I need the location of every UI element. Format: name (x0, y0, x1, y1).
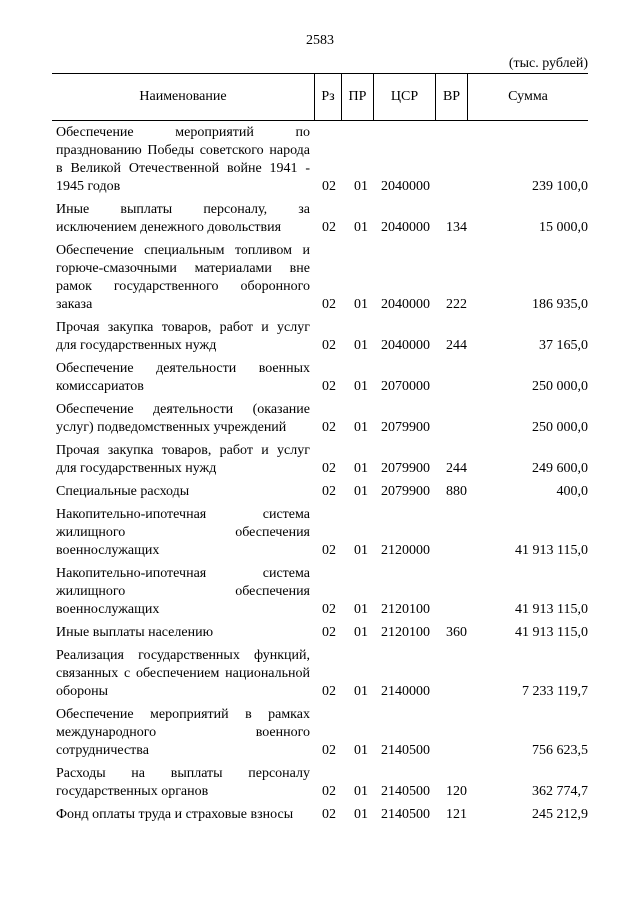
row-name: Накопительно-ипотечная система жилищного обеспечения военнослужащих (56, 507, 310, 558)
row-vr: 222 (446, 297, 467, 312)
row-pr: 01 (354, 807, 368, 822)
row-name: Реализация государственных функций, связанных с обеспечением национальной обороны (56, 648, 310, 699)
row-name: Накопительно-ипотечная система жилищного обеспечения военнослужащих (56, 566, 310, 617)
row-codes (56, 683, 588, 701)
row-rz: 02 (322, 338, 336, 353)
row-pr: 01 (354, 602, 368, 617)
row-csr: 2140000 (381, 684, 430, 699)
row-csr: 2079900 (381, 420, 430, 435)
row-name: Обеспечение мероприятий по празднованию Победы советского народа в Великой Отечественной войне 1941 - 1945 годов (56, 125, 310, 194)
row-codes (56, 296, 588, 314)
row-rz: 02 (322, 543, 336, 558)
row-sum: 400,0 (556, 484, 588, 499)
units-label: (тыс. рублей) (508, 56, 588, 71)
row-rz: 02 (322, 484, 336, 499)
row-pr: 01 (354, 179, 368, 194)
row-name: Обеспечение деятельности (оказание услуг) подведомственных учреждений (56, 402, 310, 435)
row-codes (56, 806, 588, 824)
row-name: Специальные расходы (56, 484, 190, 499)
row-rz: 02 (322, 807, 336, 822)
row-csr: 2040000 (381, 179, 430, 194)
row-sum: 37 165,0 (539, 338, 588, 353)
table-row (56, 242, 588, 314)
table-row (56, 201, 588, 237)
header-sum: Сумма (467, 74, 588, 120)
row-sum: 41 913 115,0 (515, 543, 588, 558)
row-rz: 02 (322, 461, 336, 476)
row-sum: 245 212,9 (532, 807, 588, 822)
table-row (56, 319, 588, 355)
row-sum: 7 233 119,7 (522, 684, 588, 699)
table-header (52, 73, 588, 121)
row-csr: 2140500 (381, 784, 430, 799)
table-row (56, 565, 588, 619)
row-sum: 186 935,0 (532, 297, 588, 312)
row-codes (56, 542, 588, 560)
row-sum: 41 913 115,0 (515, 625, 588, 640)
row-sum: 756 623,5 (532, 743, 588, 758)
row-rz: 02 (322, 297, 336, 312)
row-csr: 2140500 (381, 743, 430, 758)
row-pr: 01 (354, 297, 368, 312)
row-vr: 244 (446, 338, 467, 353)
table-row (56, 806, 588, 824)
row-codes (56, 783, 588, 801)
table-row (56, 765, 588, 801)
row-sum: 41 913 115,0 (515, 602, 588, 617)
row-codes (56, 483, 588, 501)
table-row (56, 360, 588, 396)
row-sum: 250 000,0 (532, 379, 588, 394)
row-sum: 250 000,0 (532, 420, 588, 435)
row-csr: 2140500 (381, 807, 430, 822)
table-row (56, 401, 588, 437)
row-csr: 2079900 (381, 461, 430, 476)
row-csr: 2120000 (381, 543, 430, 558)
row-vr: 134 (446, 220, 467, 235)
row-pr: 01 (354, 625, 368, 640)
table-body (56, 124, 588, 829)
row-csr: 2040000 (381, 220, 430, 235)
row-codes (56, 219, 588, 237)
table-row (56, 647, 588, 701)
row-csr: 2040000 (381, 338, 430, 353)
table-row (56, 624, 588, 642)
row-name: Обеспечение специальным топливом и горюче-смазочными материалами вне рамок государственного оборонного заказа (56, 243, 310, 312)
row-name: Обеспечение деятельности военных комиссариатов (56, 361, 310, 394)
table-row (56, 442, 588, 478)
row-pr: 01 (354, 220, 368, 235)
row-csr: 2040000 (381, 297, 430, 312)
row-rz: 02 (322, 625, 336, 640)
page-number: 2583 (306, 33, 334, 48)
row-vr: 244 (446, 461, 467, 476)
row-pr: 01 (354, 784, 368, 799)
row-csr: 2120100 (381, 625, 430, 640)
row-rz: 02 (322, 784, 336, 799)
row-codes (56, 337, 588, 355)
table-row (56, 124, 588, 196)
row-rz: 02 (322, 220, 336, 235)
row-vr: 120 (446, 784, 467, 799)
row-vr: 121 (446, 807, 467, 822)
row-pr: 01 (354, 484, 368, 499)
header-csr: ЦСР (373, 74, 435, 120)
row-name: Прочая закупка товаров, работ и услуг для государственных нужд (56, 443, 310, 476)
table-row (56, 483, 588, 501)
row-codes (56, 601, 588, 619)
row-sum: 249 600,0 (532, 461, 588, 476)
row-name: Иные выплаты персоналу, за исключением денежного довольствия (56, 202, 310, 235)
header-name: Наименование (139, 89, 227, 104)
row-rz: 02 (322, 420, 336, 435)
row-csr: 2120100 (381, 602, 430, 617)
row-pr: 01 (354, 543, 368, 558)
row-codes (56, 742, 588, 760)
row-name: Фонд оплаты труда и страховые взносы (56, 807, 294, 822)
row-codes (56, 178, 588, 196)
row-csr: 2070000 (381, 379, 430, 394)
row-pr: 01 (354, 461, 368, 476)
row-vr: 880 (446, 484, 467, 499)
table-row (56, 706, 588, 760)
row-pr: 01 (354, 338, 368, 353)
row-sum: 239 100,0 (532, 179, 588, 194)
row-rz: 02 (322, 602, 336, 617)
row-codes (56, 378, 588, 396)
row-pr: 01 (354, 379, 368, 394)
table-row (56, 506, 588, 560)
row-rz: 02 (322, 379, 336, 394)
row-rz: 02 (322, 743, 336, 758)
row-pr: 01 (354, 684, 368, 699)
row-vr: 360 (446, 625, 467, 640)
row-sum: 15 000,0 (539, 220, 588, 235)
row-name: Иные выплаты населению (56, 625, 214, 640)
header-vr: ВР (435, 74, 467, 120)
row-codes (56, 419, 588, 437)
row-rz: 02 (322, 179, 336, 194)
header-rz: Рз (314, 74, 341, 120)
row-name: Прочая закупка товаров, работ и услуг для государственных нужд (56, 320, 310, 353)
row-name: Расходы на выплаты персоналу государственных органов (56, 766, 310, 799)
row-pr: 01 (354, 420, 368, 435)
header-pr: ПР (341, 74, 373, 120)
row-name: Обеспечение мероприятий в рамках международного военного сотрудничества (56, 707, 310, 758)
row-sum: 362 774,7 (532, 784, 588, 799)
row-csr: 2079900 (381, 484, 430, 499)
row-codes (56, 460, 588, 478)
row-pr: 01 (354, 743, 368, 758)
row-rz: 02 (322, 684, 336, 699)
row-codes (56, 624, 588, 642)
